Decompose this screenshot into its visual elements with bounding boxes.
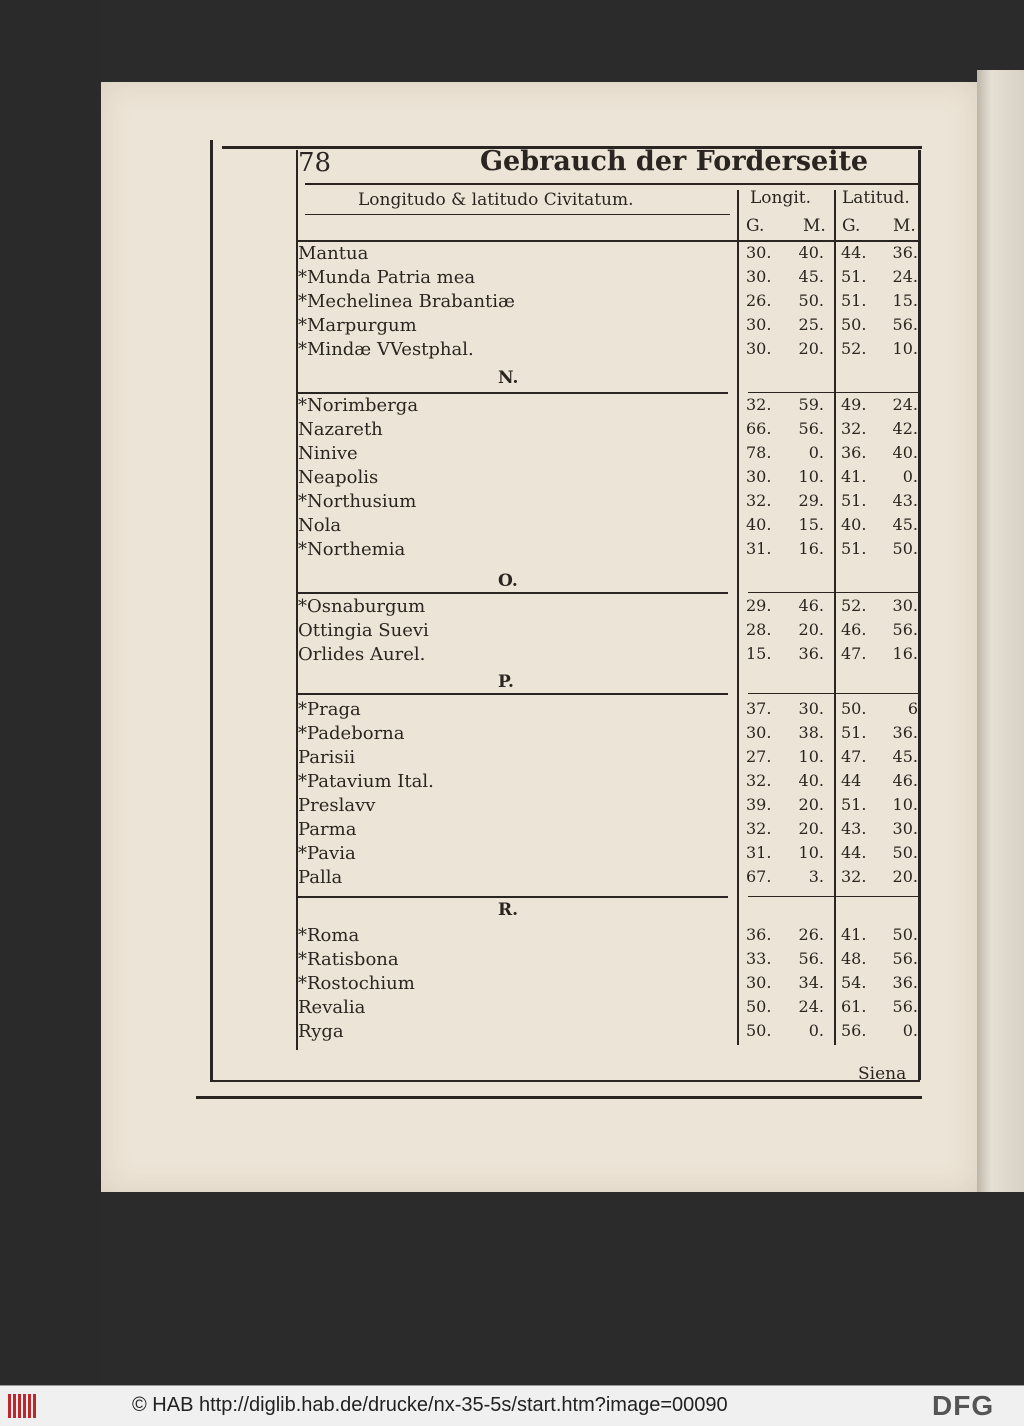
longitude-header: Longit. (750, 188, 812, 208)
latitude-degrees: 44 (841, 771, 862, 790)
longitude-degrees: 30. (746, 723, 772, 742)
city-name: *Northusium (298, 491, 417, 512)
table-row (298, 596, 920, 620)
table-row (298, 620, 920, 644)
footer-credit[interactable]: © HAB http://diglib.hab.de/drucke/nx-35-5s/start.htm?image=00090 (132, 1394, 728, 1416)
city-name: *Ratisbona (298, 949, 399, 970)
latitude-degrees: 47. (841, 644, 867, 663)
table-row (298, 925, 920, 949)
longitude-degrees: 66. (746, 419, 772, 438)
table-row (298, 339, 920, 363)
latitude-degrees: 51. (841, 291, 867, 310)
longitude-degrees: 50. (746, 997, 772, 1016)
longitude-degrees: 32. (746, 819, 772, 838)
latitude-minutes: 20. (892, 867, 918, 886)
section-rule (298, 592, 728, 594)
table-row (298, 747, 920, 771)
table-row (298, 243, 920, 267)
city-name: *Osnaburgum (298, 596, 426, 617)
section-rule-values (748, 392, 918, 393)
longitude-degrees: 32. (746, 771, 772, 790)
latitude-minutes: 45. (892, 515, 918, 534)
longitude-degrees: 31. (746, 539, 772, 558)
latitude-minutes: 56. (892, 620, 918, 639)
latitude-minutes: 56. (892, 997, 918, 1016)
latitude-degrees: 51. (841, 795, 867, 814)
city-name: *Patavium Ital. (298, 771, 434, 792)
city-name: Ninive (298, 443, 358, 464)
city-name: Neapolis (298, 467, 379, 488)
latitude-degrees: 49. (841, 395, 867, 414)
latitude-degrees: 47. (841, 747, 867, 766)
table-row (298, 949, 920, 973)
table-row (298, 819, 920, 843)
longitude-degrees: 30. (746, 339, 772, 358)
latitude-degrees: 54. (841, 973, 867, 992)
longitude-minutes: 0. (808, 1021, 824, 1040)
city-name: Preslavv (298, 795, 376, 816)
longitude-degrees: 30. (746, 973, 772, 992)
table-row (298, 1021, 920, 1045)
latitude-minutes: 40. (892, 443, 918, 462)
city-name: *Northemia (298, 539, 406, 560)
section-letter: N. (498, 368, 519, 388)
longitude-degrees: 30. (746, 243, 772, 262)
longitude-minutes: 34. (798, 973, 824, 992)
latitude-minutes: 50. (892, 539, 918, 558)
section-rule-values (748, 693, 918, 694)
table-row (298, 644, 920, 668)
longitude-degrees: 33. (746, 949, 772, 968)
latitude-degrees: 36. (841, 443, 867, 462)
latitude-header: Latitud. (842, 188, 910, 208)
left-outer-rule (210, 140, 213, 1082)
latitude-minutes: 24. (892, 267, 918, 286)
latitude-minutes: 30. (892, 819, 918, 838)
latitude-degrees: 51. (841, 539, 867, 558)
latitude-degrees: 41. (841, 925, 867, 944)
latitude-minutes: 36. (892, 973, 918, 992)
latitude-minutes: 0. (902, 467, 918, 486)
latitude-degrees: 52. (841, 596, 867, 615)
longitude-minutes: 10. (798, 467, 824, 486)
latitude-degrees: 51. (841, 267, 867, 286)
city-name: Revalia (298, 997, 366, 1018)
table-row (298, 771, 920, 795)
section-letter: R. (498, 900, 519, 920)
latitude-degrees: 48. (841, 949, 867, 968)
city-name: *Praga (298, 699, 361, 720)
longitude-minutes: 46. (798, 596, 824, 615)
longitude-degrees: 36. (746, 925, 772, 944)
latitude-minutes: 10. (892, 795, 918, 814)
latitude-degrees: 51. (841, 723, 867, 742)
latitude-degrees: 41. (841, 467, 867, 486)
longitude-degrees: 40. (746, 515, 772, 534)
longitude-minutes: 25. (798, 315, 824, 334)
city-name: *Padeborna (298, 723, 405, 744)
table-row (298, 419, 920, 443)
longitude-m-header: M. (803, 216, 826, 236)
subheader-rule (298, 240, 920, 242)
latitude-minutes: 50. (892, 843, 918, 862)
table-row (298, 491, 920, 515)
longitude-minutes: 26. (798, 925, 824, 944)
city-name: Nola (298, 515, 342, 536)
latitude-minutes: 36. (892, 723, 918, 742)
city-name: *Mechelinea Brabantiæ (298, 291, 515, 312)
latitude-minutes: 42. (892, 419, 918, 438)
longitude-degrees: 32. (746, 395, 772, 414)
longitude-degrees: 39. (746, 795, 772, 814)
table-caption: Longitudo & latitudo Civitatum. (358, 190, 634, 210)
dfg-logo: DFG (932, 1390, 995, 1421)
table-row (298, 515, 920, 539)
latitude-degrees: 50. (841, 699, 867, 718)
latitude-degrees: 44. (841, 243, 867, 262)
longitude-minutes: 0. (808, 443, 824, 462)
latitude-minutes: 16. (892, 644, 918, 663)
section-letter: O. (498, 571, 518, 591)
table-row (298, 539, 920, 563)
latitude-minutes: 45. (892, 747, 918, 766)
latitude-degrees: 40. (841, 515, 867, 534)
catchword: Siena (858, 1064, 907, 1084)
table-row (298, 699, 920, 723)
city-name: Ottingia Suevi (298, 620, 429, 641)
longitude-degrees: 29. (746, 596, 772, 615)
latitude-degrees: 51. (841, 491, 867, 510)
section-rule-values (748, 592, 918, 593)
longitude-minutes: 10. (798, 747, 824, 766)
longitude-minutes: 56. (798, 949, 824, 968)
table-row (298, 291, 920, 315)
table-row (298, 267, 920, 291)
bottom-inner-rule (212, 1080, 920, 1082)
latitude-degrees: 50. (841, 315, 867, 334)
section-letter: P. (498, 672, 514, 692)
table-row (298, 867, 920, 891)
longitude-minutes: 56. (798, 419, 824, 438)
longitude-minutes: 15. (798, 515, 824, 534)
latitude-degrees: 46. (841, 620, 867, 639)
latitude-minutes: 6 (907, 699, 918, 718)
longitude-degrees: 50. (746, 1021, 772, 1040)
table-row (298, 973, 920, 997)
longitude-degrees: 15. (746, 644, 772, 663)
longitude-minutes: 24. (798, 997, 824, 1016)
longitude-degrees: 28. (746, 620, 772, 639)
city-name: Parma (298, 819, 357, 840)
city-name: *Roma (298, 925, 360, 946)
table-row (298, 795, 920, 819)
latitude-minutes: 10. (892, 339, 918, 358)
table-row (298, 467, 920, 491)
table-row (298, 443, 920, 467)
longitude-minutes: 40. (798, 243, 824, 262)
longitude-g-header: G. (746, 216, 765, 236)
city-name: Parisii (298, 747, 356, 768)
latitude-degrees: 52. (841, 339, 867, 358)
latitude-degrees: 61. (841, 997, 867, 1016)
latitude-minutes: 56. (892, 315, 918, 334)
city-name: Ryga (298, 1021, 344, 1042)
longitude-degrees: 31. (746, 843, 772, 862)
latitude-degrees: 32. (841, 867, 867, 886)
latitude-minutes: 56. (892, 949, 918, 968)
table-row (298, 723, 920, 747)
longitude-minutes: 10. (798, 843, 824, 862)
longitude-minutes: 20. (798, 795, 824, 814)
longitude-minutes: 3. (808, 867, 824, 886)
latitude-degrees: 32. (841, 419, 867, 438)
caption-underline (305, 214, 730, 215)
city-name: Nazareth (298, 419, 383, 440)
city-name: *Pavia (298, 843, 356, 864)
running-title: Gebrauch der Forderseite (480, 146, 869, 177)
longitude-minutes: 30. (798, 699, 824, 718)
city-name: *Norimberga (298, 395, 419, 416)
latitude-minutes: 46. (892, 771, 918, 790)
longitude-degrees: 30. (746, 267, 772, 286)
longitude-degrees: 26. (746, 291, 772, 310)
section-rule-values (748, 896, 918, 897)
longitude-minutes: 40. (798, 771, 824, 790)
viewer-footer (0, 1385, 1024, 1426)
longitude-degrees: 30. (746, 467, 772, 486)
latitude-g-header: G. (842, 216, 861, 236)
table-row (298, 843, 920, 867)
longitude-degrees: 30. (746, 315, 772, 334)
longitude-degrees: 67. (746, 867, 772, 886)
section-rule (298, 896, 728, 898)
city-name: Palla (298, 867, 343, 888)
latitude-degrees: 43. (841, 819, 867, 838)
city-name: Mantua (298, 243, 369, 264)
city-name: Orlides Aurel. (298, 644, 426, 665)
latitude-minutes: 36. (892, 243, 918, 262)
section-rule (298, 392, 728, 394)
longitude-minutes: 20. (798, 339, 824, 358)
longitude-minutes: 45. (798, 267, 824, 286)
longitude-degrees: 78. (746, 443, 772, 462)
longitude-minutes: 20. (798, 620, 824, 639)
latitude-minutes: 50. (892, 925, 918, 944)
table-row (298, 315, 920, 339)
city-name: *Mindæ VVestphal. (298, 339, 474, 360)
table-row (298, 997, 920, 1021)
page-number: 78 (298, 148, 332, 178)
latitude-m-header: M. (893, 216, 916, 236)
latitude-minutes: 0. (902, 1021, 918, 1040)
header-underline (305, 183, 920, 185)
table-row (298, 395, 920, 419)
bottom-rule (196, 1096, 922, 1099)
city-name: *Rostochium (298, 973, 415, 994)
latitude-degrees: 56. (841, 1021, 867, 1040)
longitude-minutes: 36. (798, 644, 824, 663)
longitude-minutes: 50. (798, 291, 824, 310)
longitude-degrees: 27. (746, 747, 772, 766)
longitude-minutes: 20. (798, 819, 824, 838)
city-name: *Marpurgum (298, 315, 417, 336)
latitude-minutes: 43. (892, 491, 918, 510)
hab-logo-icon (8, 1394, 42, 1418)
adjacent-page-edge (977, 70, 1024, 1192)
longitude-minutes: 59. (798, 395, 824, 414)
latitude-minutes: 24. (892, 395, 918, 414)
longitude-minutes: 38. (798, 723, 824, 742)
longitude-degrees: 37. (746, 699, 772, 718)
city-name: *Munda Patria mea (298, 267, 476, 288)
latitude-degrees: 44. (841, 843, 867, 862)
longitude-minutes: 29. (798, 491, 824, 510)
longitude-degrees: 32. (746, 491, 772, 510)
section-rule (298, 693, 728, 695)
background-left (0, 0, 100, 1385)
latitude-minutes: 15. (892, 291, 918, 310)
longitude-minutes: 16. (798, 539, 824, 558)
latitude-minutes: 30. (892, 596, 918, 615)
